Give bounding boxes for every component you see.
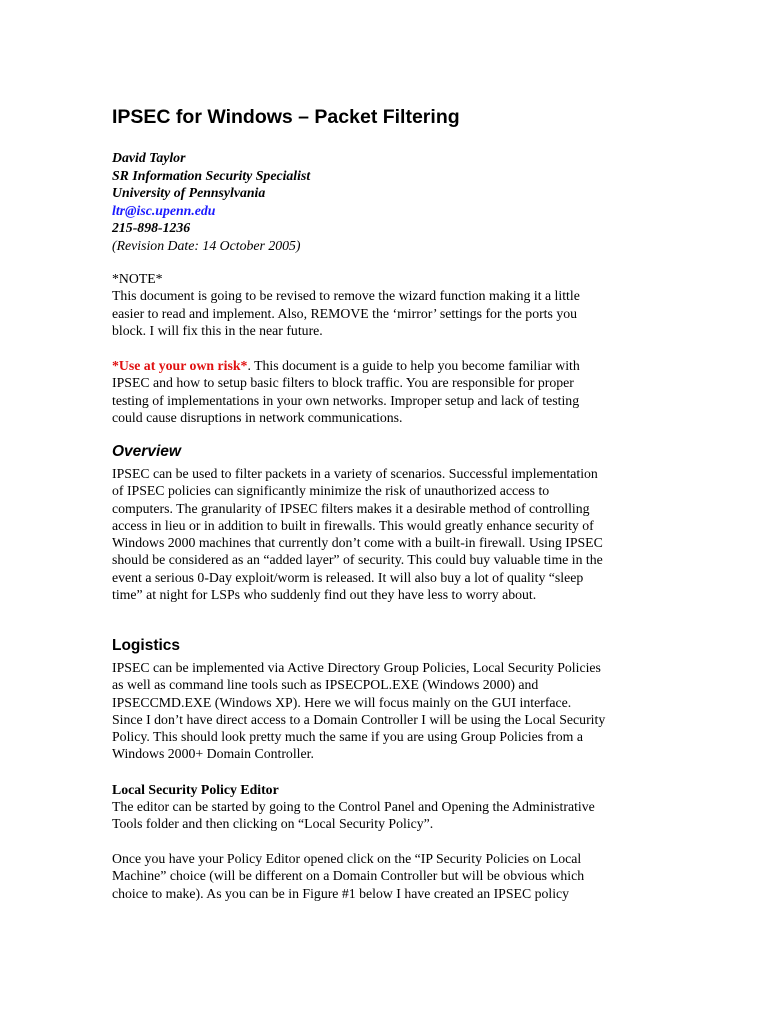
logistics-heading: Logistics bbox=[112, 637, 181, 654]
logistics-line: as well as command line tools such as IPSECPOL.EXE (Windows 2000) and bbox=[112, 677, 539, 693]
note-heading: *NOTE* bbox=[112, 271, 163, 286]
risk-section bbox=[112, 357, 658, 426]
logistics-line: Windows 2000+ Domain Controller. bbox=[112, 746, 314, 762]
overview-line: should be considered as an “added layer” of security. This could buy valuable time in the bbox=[112, 552, 603, 568]
overview-line: event a serious 0-Day exploit/worm is released. It will also buy a lot of quality “sleep bbox=[112, 569, 584, 585]
logistics-section bbox=[112, 659, 658, 763]
overview-heading: Overview bbox=[112, 443, 181, 460]
author-position: SR Information Security Specialist bbox=[112, 167, 311, 183]
risk-first-line bbox=[112, 357, 658, 374]
author-phone: 215-898-1236 bbox=[112, 220, 191, 236]
policy-editor-section bbox=[112, 798, 658, 833]
overview-line: time” at night for LSPs who suddenly find out they have less to worry about. bbox=[112, 587, 537, 603]
risk-line: could cause disruptions in network communications. bbox=[112, 409, 403, 425]
revision-date: (Revision Date: 14 October 2005) bbox=[112, 237, 301, 253]
policy-next-line: Machine” choice (will be different on a Domain Controller but will be obvious which bbox=[112, 868, 585, 884]
policy-next-line: choice to make). As you can be in Figure #1 below I have created an IPSEC policy bbox=[112, 885, 570, 901]
overview-line: Windows 2000 machines that currently don’t come with a built-in firewall. Using IPSEC bbox=[112, 535, 603, 551]
note-line: block. I will fix this in the near future. bbox=[112, 322, 323, 338]
logistics-line: IPSECCMD.EXE (Windows XP). Here we will focus mainly on the GUI interface. bbox=[112, 694, 572, 710]
note-line: easier to read and implement. Also, REMOVE the ‘mirror’ settings for the ports you bbox=[112, 305, 578, 321]
risk-line: IPSEC and how to setup basic filters to block traffic. You are responsible for proper bbox=[112, 375, 574, 391]
author-name: David Taylor bbox=[112, 150, 186, 165]
overview-line: of IPSEC policies can significantly minimize the risk of unauthorized access to bbox=[112, 483, 550, 499]
note-line: This document is going to be revised to remove the wizard function making it a little bbox=[112, 288, 580, 304]
risk-line-rest: . This document is a guide to help you become familiar with bbox=[247, 358, 580, 373]
policy-next-line: Once you have your Policy Editor opened click on the “IP Security Policies on Local bbox=[112, 851, 582, 866]
logistics-line: IPSEC can be implemented via Active Directory Group Policies, Local Security Policies bbox=[112, 660, 601, 675]
document-title: IPSEC for Windows – Packet Filtering bbox=[112, 106, 460, 128]
policy-editor-line: The editor can be started by going to the Control Panel and Opening the Administrative bbox=[112, 799, 595, 814]
policy-next-section bbox=[112, 850, 658, 902]
overview-line: access in lieu or in addition to built in firewalls. This would greatly enhance security of bbox=[112, 517, 594, 533]
logistics-line: Since I don’t have direct access to a Domain Controller I will be using the Local Security bbox=[112, 711, 606, 727]
author-email-link[interactable]: ltr@isc.upenn.edu bbox=[112, 202, 216, 218]
policy-editor-heading: Local Security Policy Editor bbox=[112, 782, 279, 797]
note-section bbox=[112, 270, 658, 339]
risk-warning-label: *Use at your own risk* bbox=[112, 358, 248, 373]
author-organization: University of Pennsylvania bbox=[112, 185, 266, 201]
author-block bbox=[112, 149, 310, 255]
risk-line: testing of implementations in your own networks. Improper setup and lack of testing bbox=[112, 392, 580, 408]
logistics-line: Policy. This should look pretty much the same if you are using Group Policies from a bbox=[112, 729, 583, 745]
overview-line: IPSEC can be used to filter packets in a variety of scenarios. Successful implementation bbox=[112, 466, 598, 481]
overview-section bbox=[112, 465, 658, 603]
overview-line: computers. The granularity of IPSEC filters makes it a desirable method of controlling bbox=[112, 500, 590, 516]
policy-editor-line: Tools folder and then clicking on “Local Security Policy”. bbox=[112, 816, 434, 832]
